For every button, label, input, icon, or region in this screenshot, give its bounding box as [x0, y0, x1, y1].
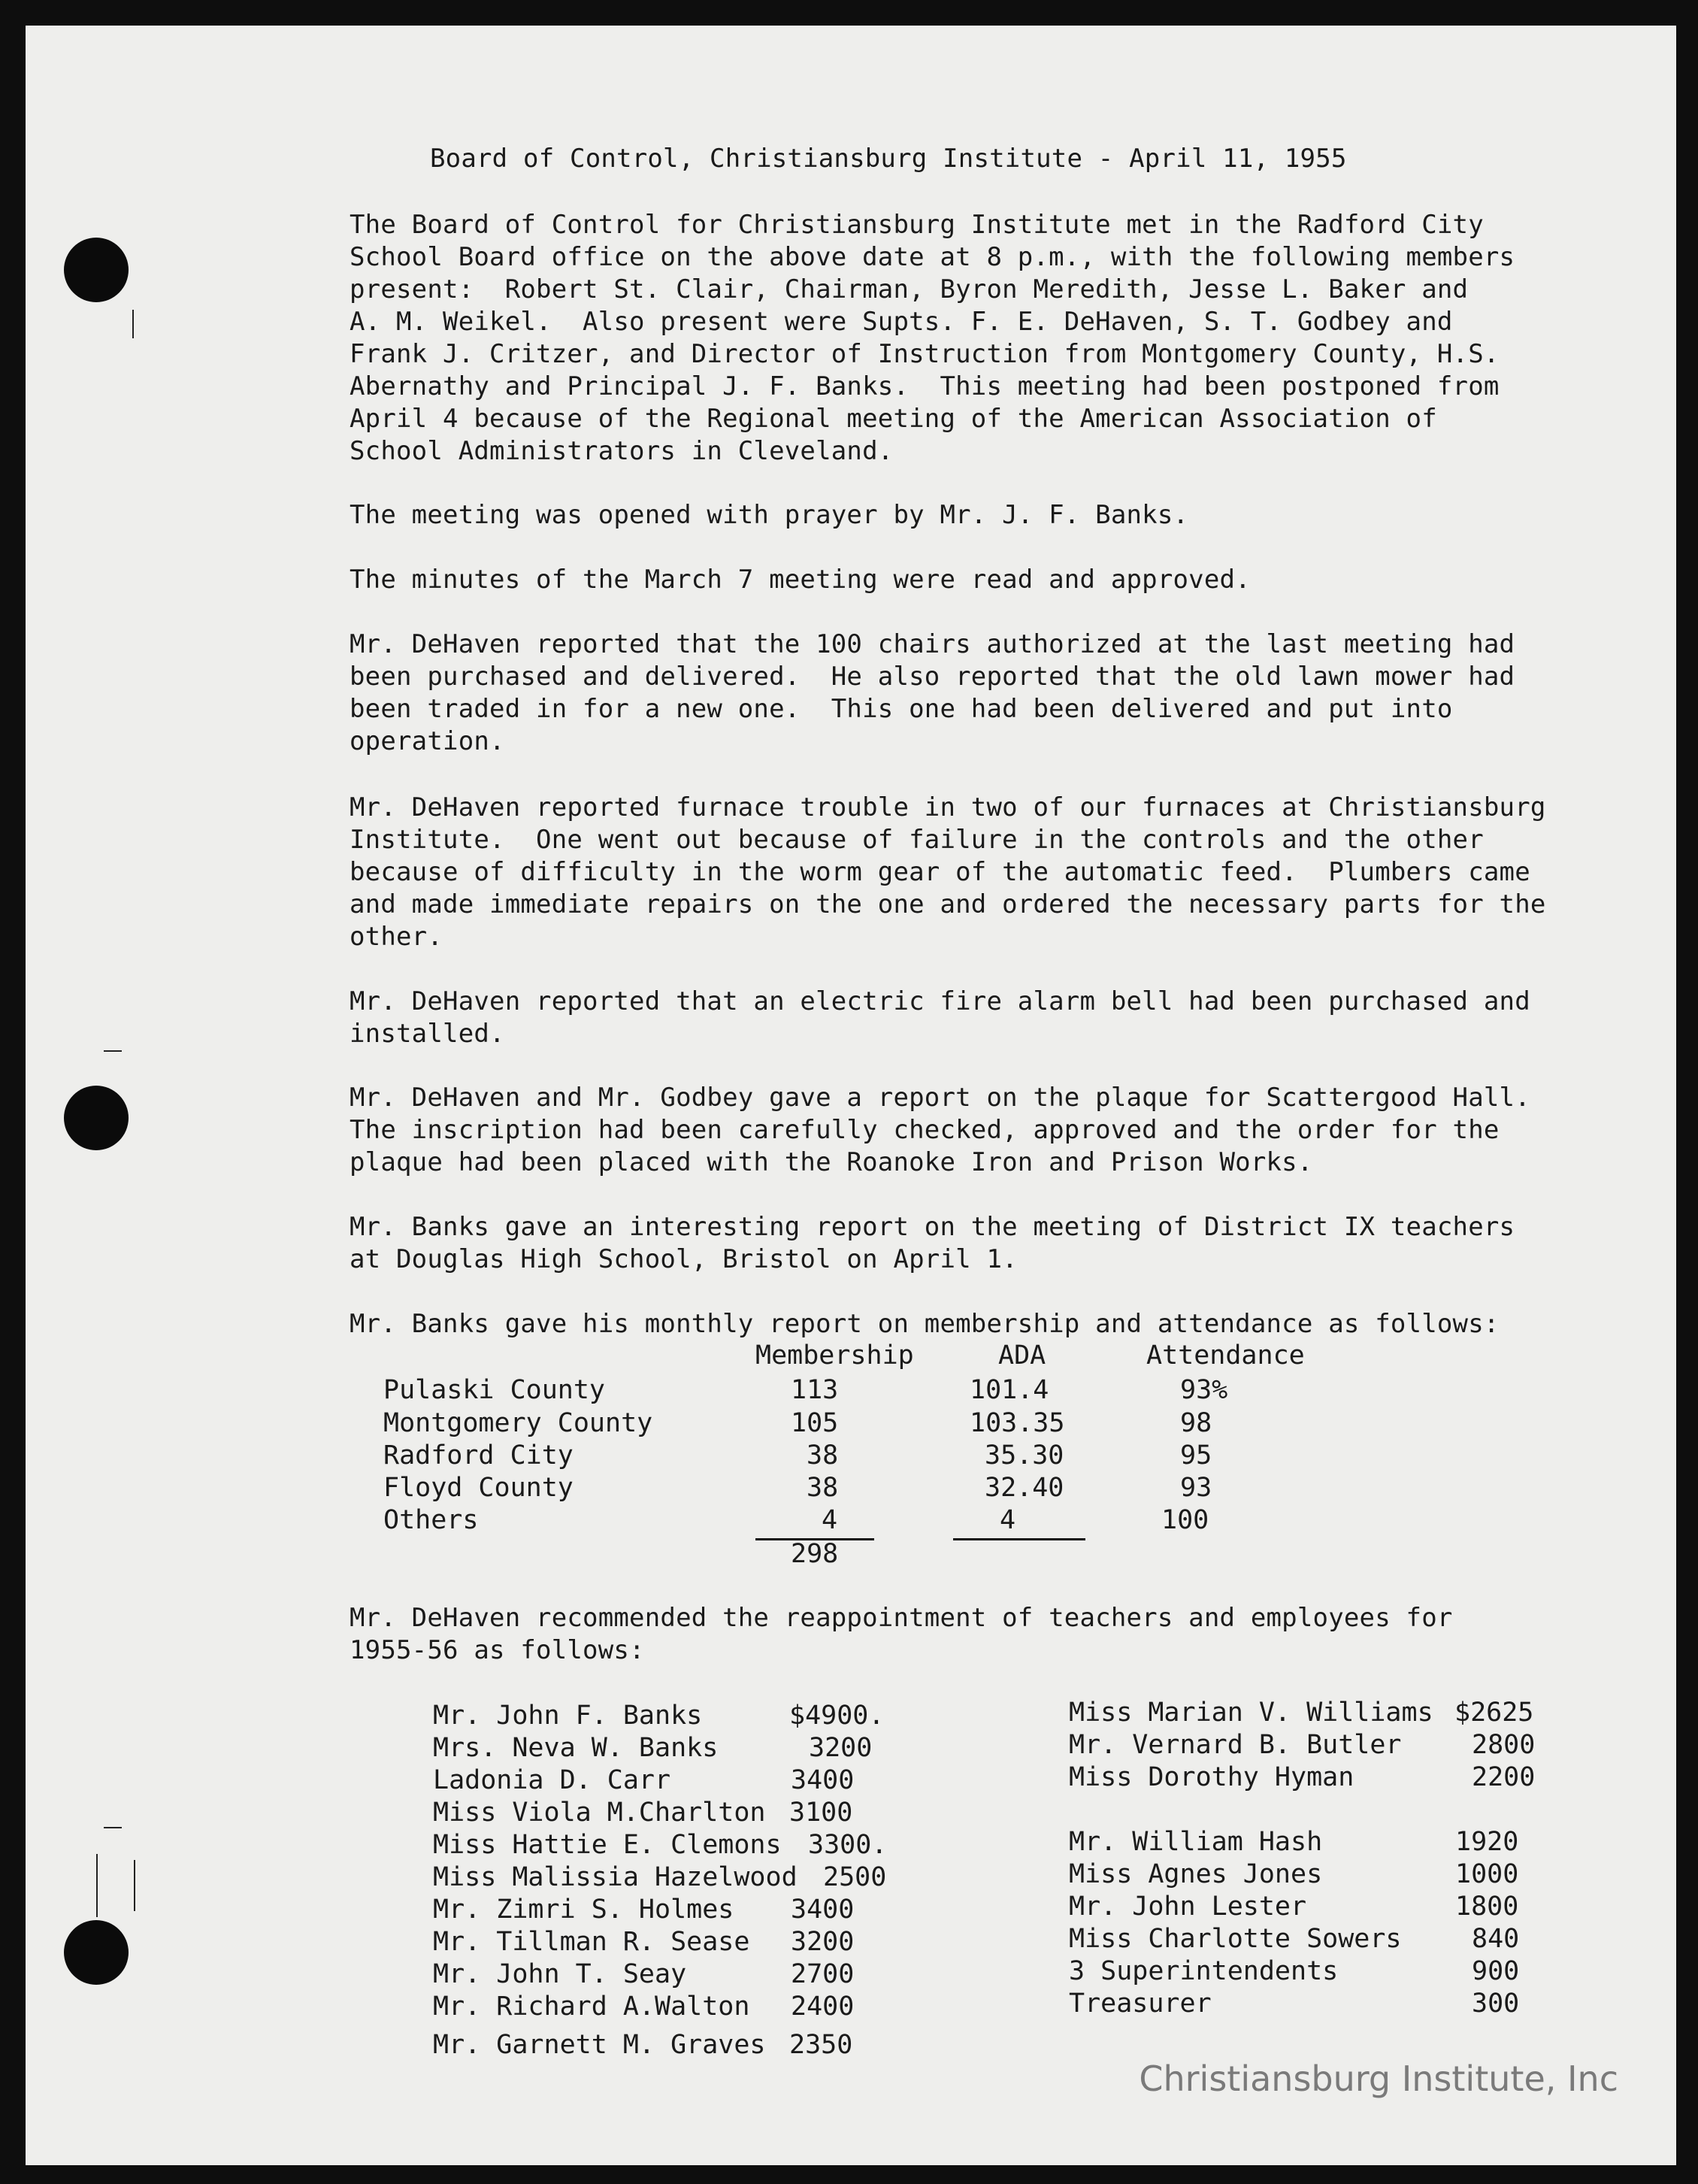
document-title: Board of Control, Christiansburg Institute - April 11, 1955	[430, 144, 1347, 174]
salary-name: Mr. John Lester	[1069, 1892, 1307, 1922]
row-membership: 38	[807, 1440, 839, 1471]
margin-mark	[104, 1827, 122, 1828]
salary-name: Mr. John F. Banks	[433, 1701, 703, 1731]
salary-name: Mr. Zimri S. Holmes	[433, 1895, 734, 1925]
salary-name: Miss Hattie E. Clemons	[433, 1830, 782, 1860]
salary-amount: 1920	[1455, 1827, 1519, 1857]
paragraph-chairs: Mr. DeHaven reported that the 100 chairs authorized at the last meeting had been purchased and delivered. He also reported that the old lawn mower had been traded in for a new one. This one had been delivered and put into operation.	[350, 629, 1515, 756]
paragraph-monthly-report: Mr. Banks gave his monthly report on membership and attendance as follows:	[350, 1309, 1500, 1339]
row-attendance: 93	[1180, 1473, 1212, 1503]
salary-amount: 300	[1472, 1989, 1520, 2019]
salary-amount: 2350	[789, 2030, 853, 2060]
row-name: Pulaski County	[383, 1375, 606, 1405]
row-membership: 105	[791, 1408, 839, 1438]
margin-mark	[132, 310, 134, 338]
salary-amount: 3200	[791, 1927, 855, 1957]
row-attendance: 100	[1161, 1505, 1209, 1535]
row-membership: 4	[822, 1505, 838, 1535]
salary-amount: 3100	[789, 1798, 853, 1828]
row-attendance: 95	[1180, 1440, 1212, 1471]
header-attendance: Attendance	[1146, 1340, 1305, 1371]
salary-amount: 2400	[791, 1992, 855, 2022]
row-ada: 32.40	[985, 1473, 1064, 1503]
ada-total-underline	[953, 1538, 1085, 1540]
salary-amount: 1800	[1455, 1892, 1519, 1922]
row-ada: 4	[1000, 1505, 1016, 1535]
salary-name: Miss Viola M.Charlton	[433, 1798, 766, 1828]
salary-name: Mr. William Hash	[1069, 1827, 1323, 1857]
paragraph-fire-alarm: Mr. DeHaven reported that an electric fire alarm bell had been purchased and installed.	[350, 986, 1530, 1049]
paragraph-meeting-intro: The Board of Control for Christiansburg Institute met in the Radford City School Board office on the above date at 8 p.m., with the following members present: Robert St. Clair, Chairman, Byron Meredith, Jesse L. Baker and A. M. Weikel. Also present were Supts. F. E. DeHaven, S. T. Godbey and Frank J. Critzer, and Director of Instruction from Montgomery County, H.S. Abernathy and Principal J. F. Banks. This meeting had been postponed from April 4 because of the Regional meeting of the American Association of School Administrators in Cleveland.	[350, 210, 1515, 466]
binder-hole-middle	[64, 1086, 129, 1150]
paragraph-furnace: Mr. DeHaven reported furnace trouble in two of our furnaces at Christiansburg Institute. One went out because of failure in the controls and the other because of difficulty in the worm gear of the automatic feed. Plumbers came and made immediate repairs on the one and ordered the necessary parts for the other.	[350, 792, 1546, 952]
salary-name: Miss Marian V. Williams	[1069, 1698, 1433, 1728]
salary-name: Mrs. Neva W. Banks	[433, 1733, 719, 1763]
salary-amount: $4900.	[789, 1701, 885, 1731]
watermark: Christiansburg Institute, Inc	[1139, 2058, 1618, 2099]
header-membership: Membership	[755, 1340, 914, 1371]
salary-amount: 840	[1472, 1924, 1520, 1954]
row-name: Radford City	[383, 1440, 574, 1471]
row-attendance: 93%	[1180, 1375, 1228, 1405]
salary-amount: 3400	[791, 1895, 855, 1925]
salary-name: Mr. Vernard B. Butler	[1069, 1730, 1402, 1760]
salary-name: Miss Malissia Hazelwood	[433, 1862, 798, 1892]
row-ada: 35.30	[985, 1440, 1064, 1471]
salary-name: Miss Agnes Jones	[1069, 1859, 1323, 1889]
salary-name: 3 Superintendents	[1069, 1956, 1339, 1986]
salary-name: Mr. Richard A.Walton	[433, 1992, 750, 2022]
salary-name: Ladonia D. Carr	[433, 1765, 671, 1795]
row-name: Others	[383, 1505, 479, 1535]
header-ada: ADA	[998, 1340, 1046, 1371]
row-ada: 101.4	[970, 1375, 1049, 1405]
paragraph-plaque: Mr. DeHaven and Mr. Godbey gave a report on the plaque for Scattergood Hall. The inscription had been carefully checked, approved and the order for the plaque had been placed with the Roanoke Iron and Prison Works.	[350, 1083, 1530, 1177]
salary-name: Mr. John T. Seay	[433, 1959, 687, 1989]
margin-mark	[96, 1854, 98, 1917]
paragraph-district-report: Mr. Banks gave an interesting report on the meeting of District IX teachers at Douglas High School, Bristol on April 1.	[350, 1212, 1515, 1274]
binder-hole-bottom	[64, 1920, 129, 1985]
salary-amount: $2625	[1454, 1698, 1534, 1728]
paragraph-reappointment: Mr. DeHaven recommended the reappointment of teachers and employees for 1955-56 as follows:	[350, 1603, 1453, 1665]
margin-mark	[134, 1860, 135, 1911]
row-name: Montgomery County	[383, 1408, 653, 1438]
row-name: Floyd County	[383, 1473, 574, 1503]
salary-name: Miss Dorothy Hyman	[1069, 1762, 1354, 1792]
row-membership: 38	[807, 1473, 839, 1503]
salary-amount: 1000	[1455, 1859, 1519, 1889]
salary-amount: 2200	[1472, 1762, 1536, 1792]
row-membership: 113	[791, 1375, 839, 1405]
salary-amount: 900	[1472, 1956, 1520, 1986]
salary-amount: 3200	[809, 1733, 873, 1763]
salary-amount: 2500	[823, 1862, 887, 1892]
paragraph-prayer: The meeting was opened with prayer by Mr. J. F. Banks.	[350, 500, 1189, 530]
margin-mark	[104, 1050, 122, 1052]
salary-amount: 3300.	[808, 1830, 888, 1860]
row-ada: 103.35	[970, 1408, 1065, 1438]
row-attendance: 98	[1180, 1408, 1212, 1438]
salary-name: Mr. Garnett M. Graves	[433, 2030, 766, 2060]
salary-name: Mr. Tillman R. Sease	[433, 1927, 750, 1957]
salary-amount: 2700	[791, 1959, 855, 1989]
salary-amount: 2800	[1472, 1730, 1536, 1760]
binder-hole-top	[64, 238, 129, 302]
salary-name: Treasurer	[1069, 1989, 1212, 2019]
paragraph-minutes: The minutes of the March 7 meeting were read and approved.	[350, 565, 1251, 595]
salary-name: Miss Charlotte Sowers	[1069, 1924, 1402, 1954]
membership-total: 298	[791, 1539, 839, 1569]
salary-amount: 3400	[791, 1765, 855, 1795]
